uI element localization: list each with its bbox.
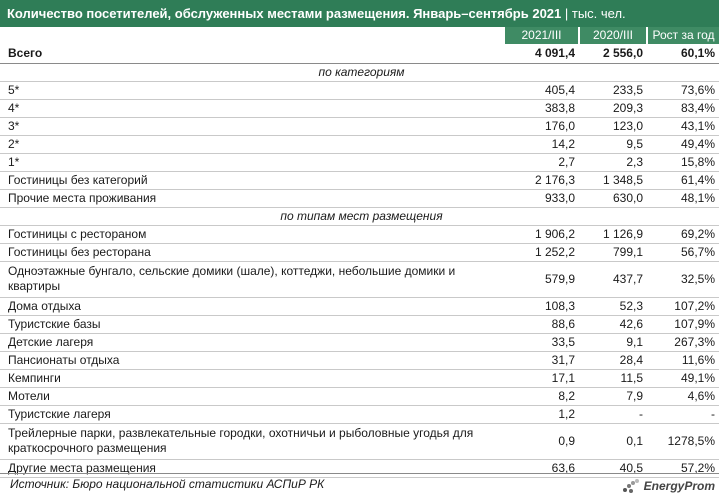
source-note: Источник: Бюро национальной статистики АСПиР РК (10, 477, 325, 491)
growth-value: 15,8% (646, 153, 719, 171)
growth-value: 11,6% (646, 351, 719, 369)
row-label: Туристские лагеря (0, 405, 504, 423)
growth-value: 57,2% (646, 459, 719, 477)
growth-value: - (646, 405, 719, 423)
value-2020: 28,4 (578, 351, 646, 369)
table-row (0, 117, 719, 135)
value-2021: 933,0 (504, 189, 578, 207)
row-label: Туристские базы (0, 315, 504, 333)
value-2021: 63,6 (504, 459, 578, 477)
row-label: Мотели (0, 387, 504, 405)
growth-value: 43,1% (646, 117, 719, 135)
table-row (0, 297, 719, 315)
total-row (0, 44, 719, 63)
logo-icon (621, 478, 641, 494)
table-row (0, 387, 719, 405)
growth-value: 48,1% (646, 189, 719, 207)
row-label: Гостиницы с рестораном (0, 225, 504, 243)
value-2020: 209,3 (578, 99, 646, 117)
section-label: по категориям (0, 63, 719, 81)
growth-value: 267,3% (646, 333, 719, 351)
value-2020: 9,5 (578, 135, 646, 153)
value-2021: 17,1 (504, 369, 578, 387)
row-label: Кемпинги (0, 369, 504, 387)
title-text: Количество посетителей, обслуженных местами размещения. Январь–сентябрь 2021 (7, 6, 562, 21)
growth-value: 61,4% (646, 171, 719, 189)
value-2021: 0,9 (504, 423, 578, 459)
value-2020: 52,3 (578, 297, 646, 315)
growth-value: 107,9% (646, 315, 719, 333)
value-2021: 383,8 (504, 99, 578, 117)
row-label: Гостиницы без ресторана (0, 243, 504, 261)
growth-value: 107,2% (646, 297, 719, 315)
value-2020: 9,1 (578, 333, 646, 351)
value-2020: 437,7 (578, 261, 646, 297)
table-row (0, 225, 719, 243)
table-row (0, 153, 719, 171)
value-2021: 88,6 (504, 315, 578, 333)
table-row (0, 369, 719, 387)
table-row (0, 333, 719, 351)
table-row (0, 315, 719, 333)
value-2020: 0,1 (578, 423, 646, 459)
value-2021: 31,7 (504, 351, 578, 369)
value-2020: 2 556,0 (578, 44, 646, 63)
table-row (0, 351, 719, 369)
brand-name: EnergyProm (643, 479, 715, 493)
value-2021: 1,2 (504, 405, 578, 423)
title-unit: | тыс. чел. (561, 6, 626, 21)
table-row (0, 243, 719, 261)
value-2020: 1 126,9 (578, 225, 646, 243)
row-label: Прочие места проживания (0, 189, 504, 207)
value-2021: 4 091,4 (504, 44, 578, 63)
value-2021: 108,3 (504, 297, 578, 315)
row-label: Пансионаты отдыха (0, 351, 504, 369)
value-2020: 1 348,5 (578, 171, 646, 189)
table-title (0, 0, 719, 27)
row-label: 3* (0, 117, 504, 135)
growth-value: 56,7% (646, 243, 719, 261)
value-2020: - (578, 405, 646, 423)
value-2021: 2 176,3 (504, 171, 578, 189)
value-2020: 233,5 (578, 81, 646, 99)
row-label: Трейлерные парки, развлекательные городки, охотничьи и рыболовные угодья для краткосрочного размещения (0, 423, 504, 459)
data-table (0, 44, 719, 478)
value-2020: 11,5 (578, 369, 646, 387)
growth-value: 49,4% (646, 135, 719, 153)
row-label: Детские лагеря (0, 333, 504, 351)
growth-value: 60,1% (646, 44, 719, 63)
table-row (0, 423, 719, 459)
table-row (0, 261, 719, 297)
column-header-2021: 2021/III (505, 27, 578, 44)
value-2020: 2,3 (578, 153, 646, 171)
row-label: Другие места размещения (0, 459, 504, 477)
section-label: по типам мест размещения (0, 207, 719, 225)
value-2021: 405,4 (504, 81, 578, 99)
column-header-2020: 2020/III (580, 27, 646, 44)
growth-value: 83,4% (646, 99, 719, 117)
section-header-categories (0, 63, 719, 81)
row-label: 4* (0, 99, 504, 117)
value-2021: 14,2 (504, 135, 578, 153)
value-2020: 42,6 (578, 315, 646, 333)
value-2020: 40,5 (578, 459, 646, 477)
value-2021: 33,5 (504, 333, 578, 351)
value-2020: 630,0 (578, 189, 646, 207)
value-2021: 1 252,2 (504, 243, 578, 261)
value-2021: 8,2 (504, 387, 578, 405)
value-2021: 2,7 (504, 153, 578, 171)
table-row (0, 189, 719, 207)
row-label: 5* (0, 81, 504, 99)
growth-value: 1278,5% (646, 423, 719, 459)
value-2020: 799,1 (578, 243, 646, 261)
table-row (0, 99, 719, 117)
row-label: 2* (0, 135, 504, 153)
table-row (0, 135, 719, 153)
row-label: 1* (0, 153, 504, 171)
growth-value: 4,6% (646, 387, 719, 405)
row-label: Дома отдыха (0, 297, 504, 315)
value-2020: 7,9 (578, 387, 646, 405)
brand-logo (621, 476, 715, 496)
table-row (0, 405, 719, 423)
row-label: Одноэтажные бунгало, сельские домики (шале), коттеджи, небольшие домики и квартиры (0, 261, 504, 297)
column-header-growth: Рост за год (648, 27, 719, 44)
value-2021: 579,9 (504, 261, 578, 297)
value-2021: 1 906,2 (504, 225, 578, 243)
growth-value: 32,5% (646, 261, 719, 297)
table-row (0, 171, 719, 189)
growth-value: 73,6% (646, 81, 719, 99)
row-label: Всего (0, 44, 504, 63)
row-label: Гостиницы без категорий (0, 171, 504, 189)
table-row (0, 81, 719, 99)
section-header-types (0, 207, 719, 225)
growth-value: 69,2% (646, 225, 719, 243)
footer (0, 473, 719, 498)
column-header-row (0, 27, 719, 44)
value-2021: 176,0 (504, 117, 578, 135)
value-2020: 123,0 (578, 117, 646, 135)
growth-value: 49,1% (646, 369, 719, 387)
